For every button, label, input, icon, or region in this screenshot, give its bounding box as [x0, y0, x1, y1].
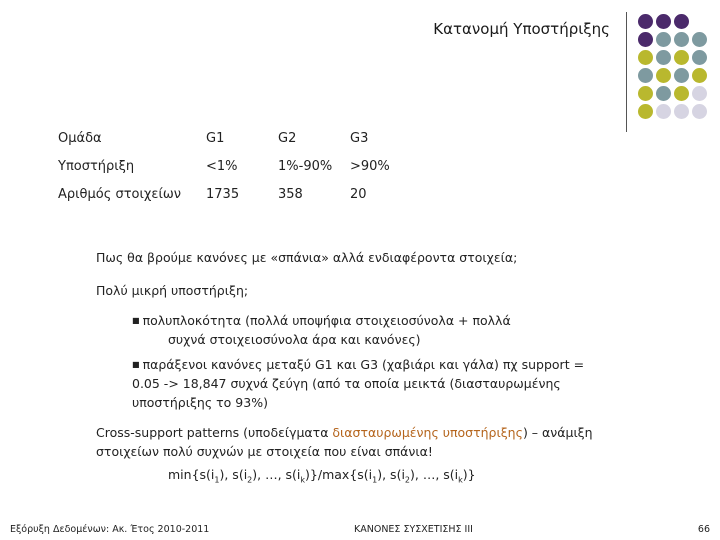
formula-part: ), …, s(i [252, 467, 301, 482]
cross-support-text [96, 423, 636, 461]
cross-support-post: ) – ανάμιξη στοιχείων πολύ συχνών με στοιχεία που είναι σπάνια! [96, 425, 593, 459]
table-cell: 1735 [206, 186, 240, 202]
formula-part: )} [462, 467, 476, 482]
bullet-complexity [132, 311, 592, 349]
table-cell: G2 [278, 130, 297, 146]
formula-part: ), s(i [377, 467, 405, 482]
cross-support-highlight: διασταυρωμένης υποστήριξης [332, 425, 523, 440]
decorative-dot [638, 86, 653, 101]
decorative-dot [674, 68, 689, 83]
square-bullet-icon: ■ [132, 360, 140, 369]
formula-subscript: k [300, 475, 306, 485]
decorative-dot [656, 86, 671, 101]
cross-support-pre: Cross-support patterns (υποδείγματα [96, 425, 333, 440]
table-cell: 1%-90% [278, 158, 333, 174]
formula-subscript: 2 [404, 475, 411, 485]
table-cell: Ομάδα [58, 130, 102, 146]
footer-chapter: ΚΑΝΟΝΕΣ ΣΥΣΧΕΤΙΣΗΣ ΙΙΙ [354, 524, 473, 535]
decorative-dot [674, 32, 689, 47]
square-bullet-icon: ■ [132, 316, 140, 325]
low-support-text: Πολύ μικρή υποστήριξη; [96, 283, 249, 298]
table-cell: G3 [350, 130, 369, 146]
question-text: Πως θα βρούμε κανόνες με «σπάνια» αλλά ενδιαφέροντα στοιχεία; [96, 250, 518, 265]
decorative-dot [692, 68, 707, 83]
decorative-dot [674, 86, 689, 101]
formula-part: )}/max{s(i [305, 467, 373, 482]
decorative-dot [638, 32, 653, 47]
formula-part: min{s(i [168, 467, 215, 482]
decorative-dot [692, 32, 707, 47]
decorative-dot [638, 104, 653, 119]
footer-course: Εξόρυξη Δεδομένων: Ακ. Έτος 2010-2011 [10, 524, 210, 535]
slide-title: Κατανομή Υποστήριξης [433, 20, 610, 38]
formula-subscript: 1 [214, 475, 220, 485]
formula-subscript: k [458, 475, 463, 485]
decorative-dot [656, 104, 671, 119]
bullet-strange-rules [132, 355, 612, 412]
decorative-dot [656, 50, 671, 65]
table-row [58, 152, 410, 180]
decorative-dot [674, 50, 689, 65]
decorative-dot [692, 50, 707, 65]
decorative-dot [638, 50, 653, 65]
decorative-dot [692, 86, 707, 101]
table-cell: 20 [350, 186, 367, 202]
table-cell: <1% [206, 158, 238, 174]
formula-part: ), s(i [219, 467, 248, 482]
decorative-dot [656, 14, 671, 29]
formula-part: ), …, s(i [410, 467, 459, 482]
formula-subscript: 1 [372, 475, 378, 485]
bullet-text-continued: συχνά στοιχειοσύνολα άρα και κανόνες) [168, 332, 421, 347]
table-row [58, 124, 410, 152]
table-cell: G1 [206, 130, 225, 146]
table-cell: Αριθμός στοιχείων [58, 186, 181, 202]
decorative-dot [656, 32, 671, 47]
footer-page-number: 66 [697, 524, 710, 535]
decorative-dot [692, 104, 707, 119]
decorative-dot [638, 14, 653, 29]
hconfidence-formula [168, 465, 568, 490]
table-cell: Υποστήριξη [58, 158, 135, 174]
table-row [58, 180, 410, 208]
decorative-dot-grid [638, 14, 714, 124]
formula-subscript: 2 [247, 475, 253, 485]
decorative-dot [638, 68, 653, 83]
bullet-text: πολυπλοκότητα (πολλά υποψήφια στοιχειοσύνολα + πολλά [142, 313, 511, 328]
decorative-dot [674, 104, 689, 119]
table-cell: 358 [278, 186, 303, 202]
support-table [58, 124, 410, 208]
bullet-text: παράξενοι κανόνες μεταξύ G1 και G3 (χαβιάρι και γάλα) πχ support = 0.05 -> 18,847 συχνά ζεύγη (από τα οποία μεικτά (διασταυρωμένης υποστήριξης το 93%) [132, 357, 585, 410]
decorative-dot [656, 68, 671, 83]
decorative-dot [674, 14, 689, 29]
table-cell: >90% [350, 158, 390, 174]
title-divider [626, 12, 627, 132]
